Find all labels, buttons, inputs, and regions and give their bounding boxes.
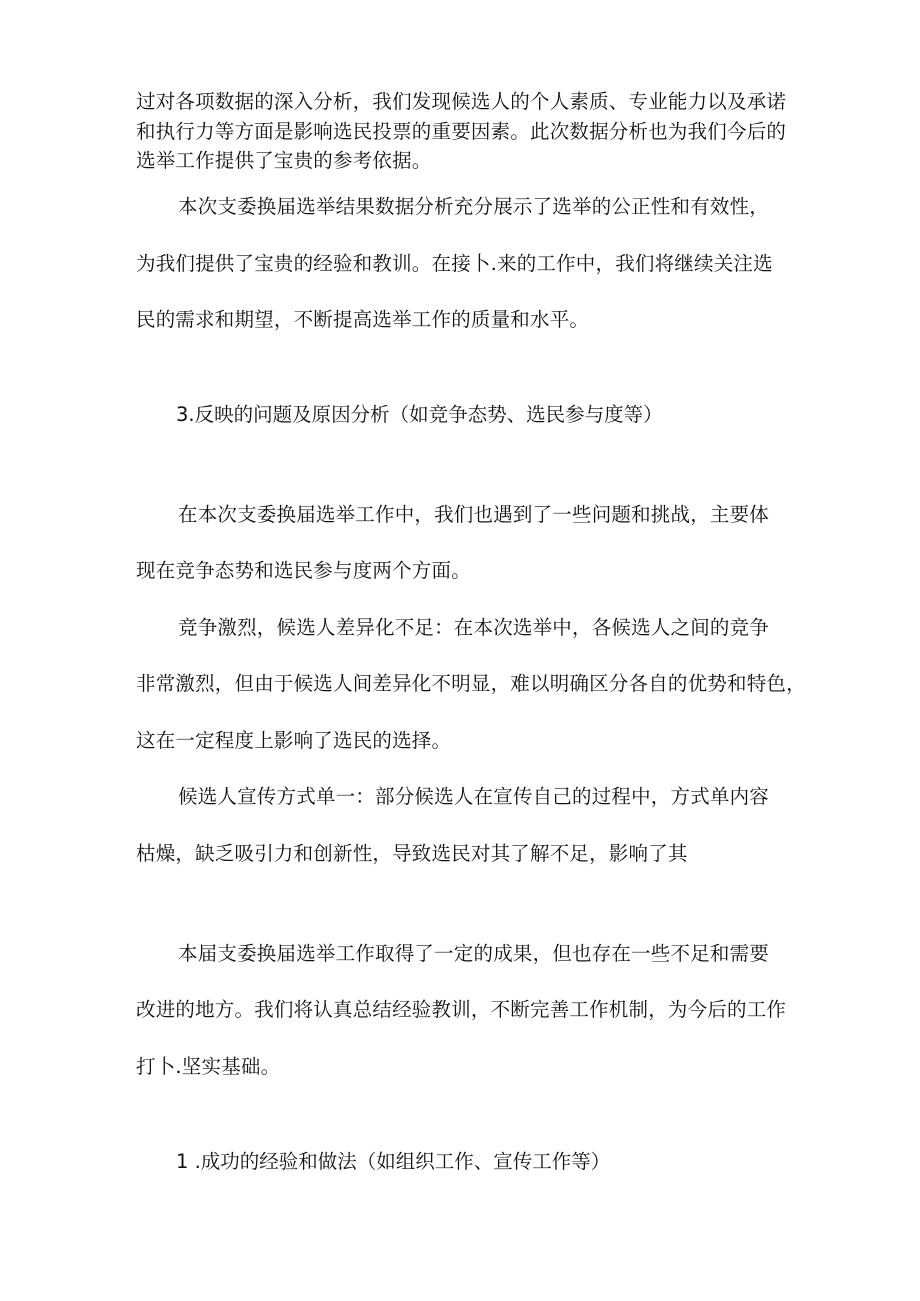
paragraph-5-line-1: 候选人宣传方式单一：部分候选人在宣传自己的过程中，方式单内容	[178, 785, 770, 808]
paragraph-3-line-1: 在本次支委换届选举工作中，我们也遇到了一些问题和挑战，主要体	[178, 503, 770, 526]
paragraph-1-line-3: 选举工作提供了宝贵的参考依据。	[136, 149, 432, 172]
paragraph-1-line-1: 过对各项数据的深入分析，我们发现候选人的个人素质、专业能力以及承诺	[136, 90, 787, 113]
paragraph-4-line-2: 非常激烈，但由于候选人间差异化不明显，难以明确区分各自的优势和特色，	[136, 672, 806, 695]
paragraph-6-line-1: 本届支委换届选举工作取得了一定的成果，但也存在一些不足和需要	[178, 942, 770, 965]
section-heading-1: 1 .成功的经验和做法（如组织工作、宣传工作等）	[176, 1150, 611, 1173]
paragraph-6-line-3: 打卜.坚实基础。	[136, 1055, 281, 1078]
paragraph-5-line-2: 枯燥，缺乏吸引力和创新性，导致选民对其了解不足，影响了其	[136, 842, 688, 865]
paragraph-2-line-2: 为我们提供了宝贵的经验和教训。在接卜.来的工作中，我们将继续关注选	[136, 252, 773, 275]
paragraph-6-line-2: 改进的地方。我们将认真总结经验教训，不断完善工作机制，为今后的工作	[136, 998, 787, 1021]
paragraph-4-line-1: 竞争激烈，候选人差异化不足：在本次选举中，各候选人之间的竞争	[178, 616, 770, 639]
paragraph-2-line-1: 本次支委换届选举结果数据分析充分展示了选举的公正性和有效性，	[178, 195, 770, 218]
section-heading-3: 3.反映的问题及原因分析（如竞争态势、选民参与度等）	[176, 403, 663, 426]
paragraph-2-line-3: 民的需求和期望，不断提高选举工作的质量和水平。	[136, 308, 590, 331]
paragraph-3-line-2: 现在竞争态势和选民参与度两个方面。	[136, 559, 471, 582]
paragraph-1-line-2: 和执行力等方面是影响选民投票的重要因素。此次数据分析也为我们今后的	[136, 120, 787, 143]
paragraph-4-line-3: 这在一定程度上影响了选民的选择。	[136, 729, 452, 752]
